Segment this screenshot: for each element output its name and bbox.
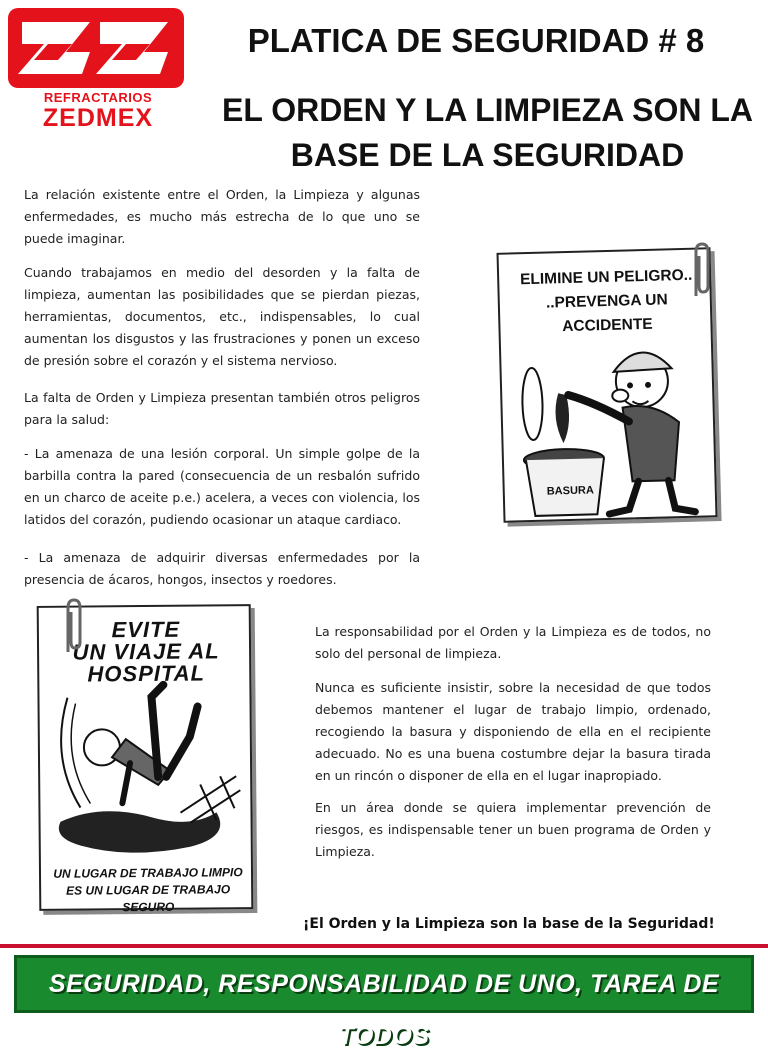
paragraph-intro: La relación existente entre el Orden, la Limpieza y algunas enfermedades, es mucho más estrecha de lo que uno se puede imaginar. xyxy=(24,187,420,246)
poster2-line2: UN VIAJE AL xyxy=(72,638,220,665)
poster2-footer2: ES UN LUGAR DE TRABAJO SEGURO xyxy=(66,882,231,915)
paragraph-peligros: La falta de Orden y Limpieza presentan también otros peligros para la salud: xyxy=(24,390,420,427)
paperclip-icon xyxy=(60,596,86,656)
bin-label: BASURA xyxy=(546,484,594,498)
company-logo xyxy=(8,8,186,132)
logo-line-zedmex: ZEDMEX xyxy=(42,104,154,132)
paragraph-desorden: Cuando trabajamos en medio del desorden y la falta de limpieza, aumentan las posibilidades que se pierdan piezas, herramientas, documentos, etc., indispensables, lo cual aumentan los disgustos y las frustraciones y ponen un exceso de presión sobre el corazón y el sistema nervioso. xyxy=(24,265,420,368)
poster2-footer1: UN LUGAR DE TRABAJO LIMPIO xyxy=(53,865,243,881)
page-title: PLATICA DE SEGURIDAD # 8 xyxy=(247,22,705,59)
paperclip-icon xyxy=(688,240,714,300)
poster-elimine-peligro xyxy=(497,247,718,523)
poster1-line3: ACCIDENTE xyxy=(562,315,653,336)
paragraph-insistir: Nunca es suficiente insistir, sobre la necesidad de que todos debemos mantener el lugar de trabajo limpio, ordenado, recogiendo la basura y disponiendo de ella en el recipiente adecuado. No es una buena costumbre dejar la basura tirada en un rincón o disponer de ella en el lugar inapropiado. xyxy=(315,680,711,783)
paragraph-lesion: - La amenaza de una lesión corporal. Un simple golpe de la barbilla contra la pared (consecuencia de un resbalón sufrido en un charco de aceite p.e.) acelera, a veces con violencia, los latidos del corazón, pudiendo ocasionar un ataque cardiaco. xyxy=(24,446,420,527)
paragraph-enfermedades: - La amenaza de adquirir diversas enfermedades por la presencia de ácaros, hongos, insectos y roedores. xyxy=(24,550,420,587)
closing-statement: ¡El Orden y la Limpieza son la base de la Seguridad! xyxy=(303,916,715,932)
logo-red-box xyxy=(8,8,184,88)
logo-line-refractarios: REFRACTARIOS xyxy=(43,90,153,105)
footer-banner xyxy=(14,955,754,1050)
poster2-line1: EVITE xyxy=(111,616,181,643)
worker-trash-illustration xyxy=(499,249,720,525)
page-subtitle: EL ORDEN Y LA LIMPIEZA SON LA BASE DE LA SEGURIDAD xyxy=(221,92,753,173)
footer-banner-text: SEGURIDAD, RESPONSABILIDAD DE UNO, TAREA DE TODOS xyxy=(48,970,720,1050)
logo-zz-mark xyxy=(8,8,184,88)
paragraph-responsabilidad: La responsabilidad por el Orden y la Limpieza es de todos, no solo del personal de limpieza. xyxy=(315,624,711,661)
poster2-footer xyxy=(41,864,255,917)
poster2-line3: HOSPITAL xyxy=(87,660,206,687)
poster1-line1: ELIMINE UN PELIGRO.. xyxy=(519,266,693,289)
paragraph-prevencion: En un área donde se quiera implementar prevención de riesgos, es indispensable tener un buen programa de Orden y Limpieza. xyxy=(315,800,711,859)
poster1-line2: ..PREVENGA UN xyxy=(545,291,668,312)
red-divider xyxy=(0,944,768,948)
